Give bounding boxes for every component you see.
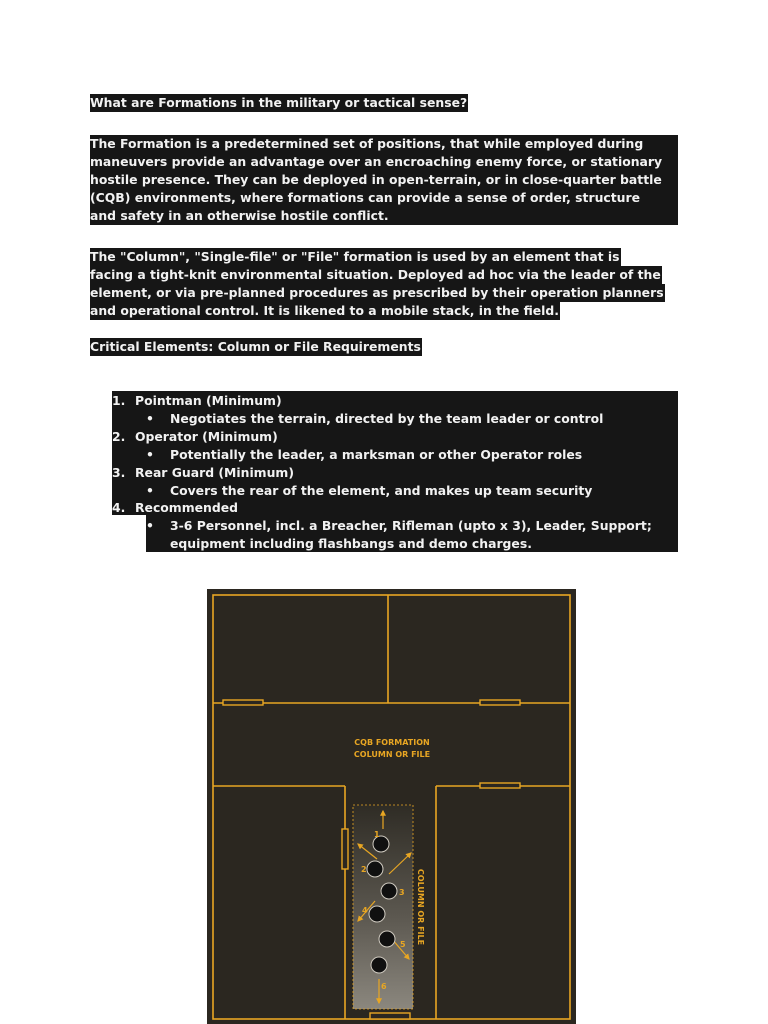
subitem-text: Covers the rear of the element, and makes up team security [170, 483, 593, 498]
item-title: Recommended [135, 500, 238, 515]
column-description-paragraph [90, 248, 678, 320]
definition-line: maneuvers provide an advantage over an encroaching enemy force, or stationary [90, 154, 663, 169]
bullet-icon: • [146, 447, 154, 462]
critical-elements-heading [90, 338, 678, 356]
list-item [112, 464, 294, 482]
question-text: What are Formations in the military or tactical sense? [90, 95, 468, 110]
item-number: 3. [112, 465, 126, 480]
requirements-list [112, 391, 678, 552]
position-label: 3 [399, 888, 405, 897]
definition-paragraph [90, 135, 678, 225]
item-number: 1. [112, 393, 126, 408]
diagram-side-label: COLUMN OR FILE [416, 868, 425, 946]
bullet-icon: • [146, 483, 154, 498]
item-title: Pointman (Minimum) [135, 393, 282, 408]
subitem-text: equipment including flashbangs and demo charges. [170, 536, 532, 551]
column-line: and operational control. It is likened to a mobile stack, in the field. [90, 303, 559, 318]
definition-line: (CQB) environments, where formations can provide a sense of order, structure [90, 190, 641, 205]
list-item [112, 499, 238, 517]
bullet-icon: • [146, 411, 154, 426]
definition-line: hostile presence. They can be deployed in open-terrain, or in close-quarter battle [90, 172, 662, 187]
list-subitem-continued [170, 535, 532, 553]
subitem-text: Negotiates the terrain, directed by the team leader or control [170, 411, 604, 426]
question-heading [90, 94, 678, 112]
bullet-icon: • [146, 518, 154, 533]
item-title: Operator (Minimum) [135, 429, 278, 444]
column-line: The "Column", "Single-file" or "File" formation is used by an element that is [90, 249, 620, 264]
list-item [112, 392, 282, 410]
item-number: 2. [112, 429, 126, 444]
definition-line: The Formation is a predetermined set of positions, that while employed during [90, 136, 644, 151]
column-line: element, or via pre-planned procedures as prescribed by their operation planners [90, 285, 664, 300]
list-subitem [146, 517, 652, 535]
position-label: 6 [381, 982, 387, 991]
cqb-formation-diagram [207, 589, 576, 1024]
subitem-text: Potentially the leader, a marksman or other Operator roles [170, 447, 583, 462]
list-item [112, 428, 278, 446]
list-subitem [146, 410, 603, 428]
position-label: 1 [374, 830, 380, 839]
item-title: Rear Guard (Minimum) [135, 465, 294, 480]
definition-line: and safety in an otherwise hostile conflict. [90, 208, 389, 223]
position-label: 4 [362, 906, 368, 915]
item-number: 4. [112, 500, 126, 515]
subitem-text: 3-6 Personnel, incl. a Breacher, Rifleman (upto x 3), Leader, Support; [170, 518, 652, 533]
diagram-title-line2: COLUMN OR FILE [353, 750, 431, 759]
column-line: facing a tight-knit environmental situation. Deployed ad hoc via the leader of the [90, 267, 661, 282]
position-label: 5 [400, 940, 406, 949]
list-subitem [146, 446, 582, 464]
critical-heading-text: Critical Elements: Column or File Requirements [90, 339, 421, 354]
position-label: 2 [361, 865, 367, 874]
list-subitem [146, 482, 592, 500]
diagram-title-line1: CQB FORMATION [354, 738, 430, 747]
